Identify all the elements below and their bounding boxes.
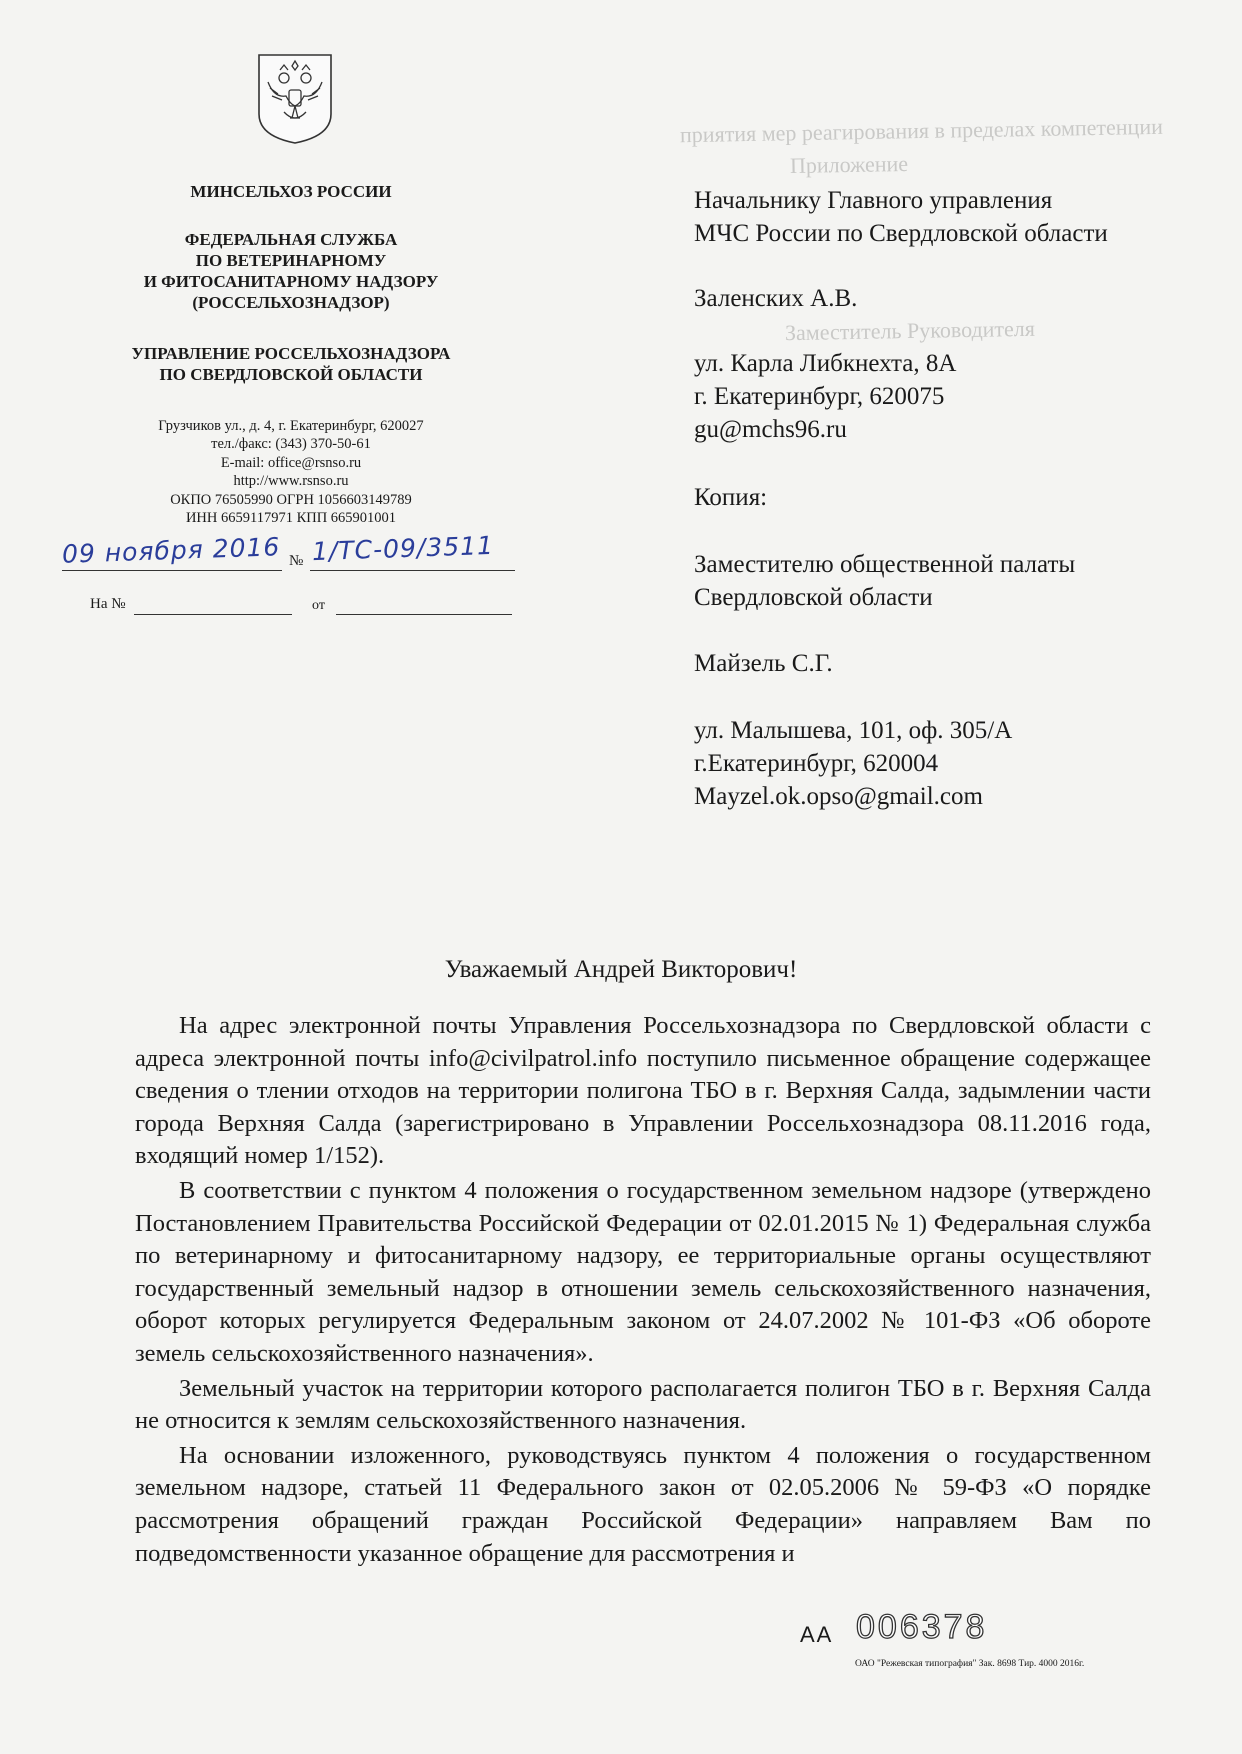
addressee-city: г. Екатеринбург, 620075 bbox=[694, 383, 945, 410]
serial-prefix: АА bbox=[800, 1622, 834, 1647]
reference-row bbox=[90, 596, 520, 620]
service-line: И ФИТОСАНИТАРНОМУ НАДЗОРУ bbox=[143, 272, 439, 291]
body-paragraph: Земельный участок на территории которого располагается полигон ТБО в г. Верхняя Салда не относится к землям сельскохозяйственного назначения. bbox=[135, 1374, 1151, 1435]
contact-details bbox=[100, 417, 482, 527]
addressee-street: ул. Карла Либкнехта, 8А bbox=[694, 350, 957, 377]
registration-row bbox=[61, 530, 532, 576]
registration-date: 09 ноября 2016 bbox=[61, 532, 281, 569]
bleed-through-text: приятия мер реагирования в пределах компетенции bbox=[679, 113, 1164, 148]
contact-email: E-mail: office@rsnso.ru bbox=[220, 454, 362, 471]
copy-email: Mayzel.ok.opso@gmail.com bbox=[694, 783, 983, 810]
copy-street: ул. Малышева, 101, оф. 305/А bbox=[694, 717, 1013, 744]
registration-number: 1/ТС-09/3511 bbox=[311, 530, 495, 567]
copy-name-text: Майзель С.Г. bbox=[694, 650, 833, 677]
service-name bbox=[100, 229, 482, 313]
addressee-position-line: Начальнику Главного управления bbox=[694, 187, 1053, 214]
copy-name bbox=[694, 647, 833, 680]
addressee-address bbox=[694, 347, 956, 446]
copy-label bbox=[694, 481, 767, 514]
coat-of-arms-emblem-icon bbox=[256, 52, 334, 146]
addressee-email: gu@mchs96.ru bbox=[694, 416, 847, 443]
reference-number-line bbox=[134, 614, 292, 615]
reference-date-line bbox=[336, 614, 512, 615]
copy-position-line: Свердловской области bbox=[694, 584, 933, 611]
contact-okpo-ogrn: ОКПО 76505990 ОГРН 1056603149789 bbox=[170, 491, 412, 508]
reference-label: На № bbox=[90, 596, 126, 612]
department-line: ПО СВЕРДЛОВСКОЙ ОБЛАСТИ bbox=[159, 365, 423, 384]
department-name bbox=[100, 343, 482, 385]
copy-city: г.Екатеринбург, 620004 bbox=[694, 750, 939, 777]
department-line: УПРАВЛЕНИЕ РОССЕЛЬХОЗНАДЗОРА bbox=[131, 344, 451, 363]
addressee-name bbox=[694, 282, 857, 315]
body-paragraph: В соответствии с пунктом 4 положения о государственном земельном надзоре (утверждено Постановлением Правительства Российской Федерации от 02.01.2015 № 1) Федеральная служба по ветеринарному и фитосанитарному надзору, ее территориальные органы осуществляют государственный земельный надзор в отношении земель сельскохозяйственного назначения, оборот которых регулируется Федеральным законом от 24.07.2002 № 101-ФЗ «Об обороте земель сельскохозяйственного назначения». bbox=[135, 1176, 1151, 1367]
registration-date-line bbox=[62, 570, 282, 571]
copy-position-line: Заместителю общественной палаты bbox=[694, 551, 1076, 578]
addressee-position bbox=[694, 184, 1108, 250]
reference-from-label: от bbox=[312, 598, 325, 613]
ministry-name bbox=[100, 181, 482, 202]
registration-number-line bbox=[310, 570, 515, 571]
registration-number-sign: № bbox=[289, 553, 304, 569]
body-paragraph: На основании изложенного, руководствуясь пунктом 4 положения о государственном земельном надзоре, статьей 11 Федерального закон от 02.05.2006 № 59-ФЗ «О порядке рассмотрения обращений граждан Российской Федерации» направляем Вам по подведомственности указанное обращение для рассмотрения и bbox=[135, 1441, 1151, 1567]
serial-number: 006378 bbox=[856, 1608, 988, 1646]
salutation: Уважаемый Андрей Викторович! bbox=[444, 956, 798, 983]
letter-body bbox=[135, 1010, 1151, 1570]
addressee-position-line: МЧС России по Свердловской области bbox=[694, 220, 1108, 247]
contact-inn-kpp: ИНН 6659117971 КПП 665901001 bbox=[185, 510, 397, 527]
contact-phone: тел./факс: (343) 370-50-61 bbox=[211, 436, 371, 453]
service-line: (РОССЕЛЬХОЗНАДЗОР) bbox=[192, 293, 390, 312]
bleed-through-text: Приложение bbox=[789, 150, 909, 179]
printer-imprint: ОАО "Режевская типография" Зак. 8698 Тир. 4000 2016г. bbox=[855, 1659, 1085, 1669]
service-line: ПО ВЕТЕРИНАРНОМУ bbox=[195, 251, 387, 270]
ministry-line: МИНСЕЛЬХОЗ РОССИИ bbox=[190, 182, 392, 201]
body-paragraph: На адрес электронной почты Управления Россельхознадзора по Свердловской области с адреса электронной почты info@civilpatrol.info поступило письменное обращение содержащее сведения о тлении отходов на территории полигона ТБО в г. Верхняя Салда, задымлении части города Верхняя Салда (зарегистрировано в Управлении Россельхознадзора 08.11.2016 года, входящий номер 1/152). bbox=[135, 1012, 1151, 1170]
bleed-through-text: Заместитель Руководителя bbox=[784, 315, 1036, 346]
service-line: ФЕДЕРАЛЬНАЯ СЛУЖБА bbox=[184, 230, 398, 249]
copy-label-text: Копия: bbox=[694, 484, 768, 511]
addressee-name-text: Заленских А.В. bbox=[694, 285, 858, 312]
copy-address bbox=[694, 714, 1012, 813]
contact-website: http://www.rsnso.ru bbox=[233, 473, 349, 490]
copy-position bbox=[694, 548, 1075, 614]
contact-address: Грузчиков ул., д. 4, г. Екатеринбург, 620027 bbox=[158, 418, 424, 434]
